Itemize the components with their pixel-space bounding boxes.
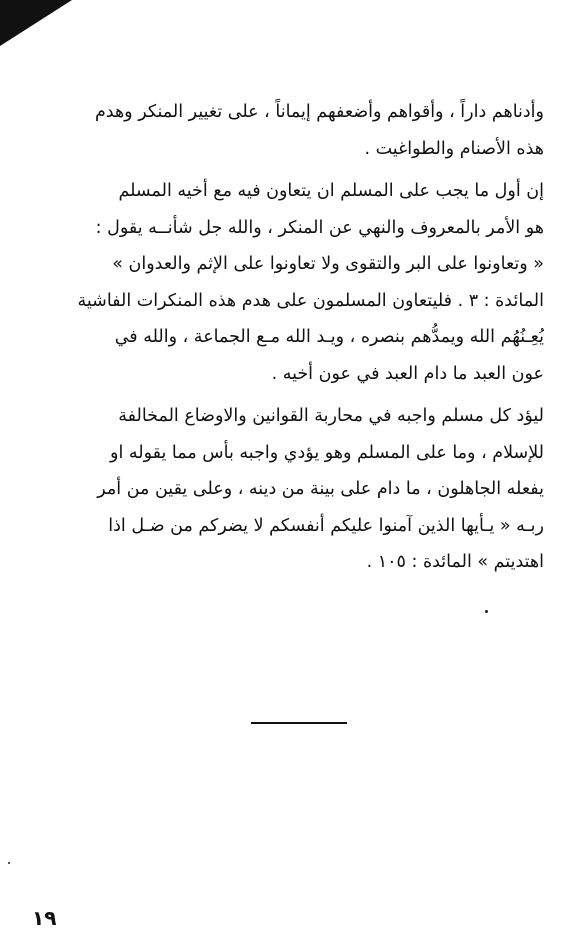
text-line: عون العبد ما دام العبد في عون أخيه . [271,363,544,384]
text-line: « وتعاونوا على البر والتقوى ولا تعاونوا على الإثم والعدوان » [112,254,544,274]
text-line: يُعِـنُهُم الله ويمدُّهم بنصره ، ويـد الله مـع الجماعة ، والله في [114,327,544,347]
text-line: يفعله الجاهلون ، ما دام على بينة من دينه ، وعلى يقين من أمر [97,479,544,499]
text-line: اهتديتم » المائدة : ١٠٥ . [366,552,544,572]
text-line: إن أول ما يجب على المسلم ان يتعاون فيه مع أخيه المسلم [118,181,544,201]
paragraph-1 [28,94,544,167]
section-divider [251,722,347,724]
scan-speck [485,610,488,613]
text-line: هو الأمر بالمعروف والنهي عن المنكر ، والله جل شأنــه يقول : [95,217,544,238]
page-corner-mark [0,0,72,46]
paragraph-3 [28,398,544,581]
page-number: ١٩ [32,906,57,930]
text-line: المائدة : ٣ . فليتعاون المسلمون على هدم هذه المنكرات الفاشية [77,290,544,311]
text-line: هذه الأصنام والطواغيت . [364,138,544,159]
text-line: ربـه « يـأيها الذين آمنوا عليكم أنفسكم لا يضركم من ضـل اذا [108,515,544,536]
paragraph-2 [28,173,544,392]
scan-speck [8,862,10,864]
text-line: وأدناهم داراً ، وأقواهم وأضعفهم إيماناً ، على تغيير المنكر وهدم [94,102,544,122]
text-line: للإسلام ، وما على المسلم وهو يؤدي واجبه بأس مما يقوله او [110,442,544,463]
text-line: ليؤد كل مسلم واجبه في محاربة القوانين والاوضاع المخالفة [118,406,544,426]
